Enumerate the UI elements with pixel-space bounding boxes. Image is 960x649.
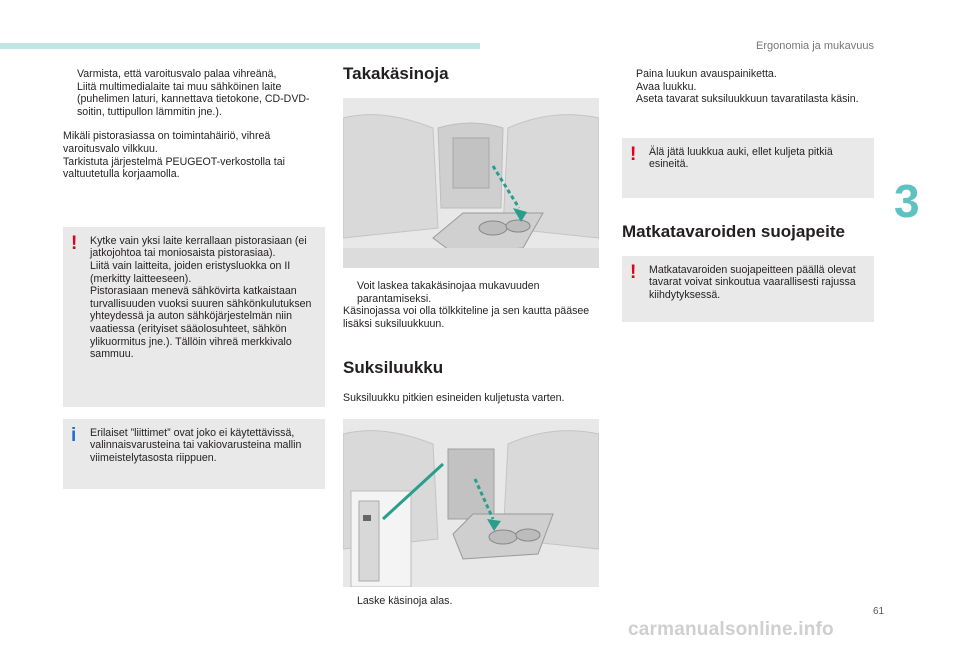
bullet-icon [343,280,357,305]
list-item-text: Laske käsinoja alas. [357,594,453,607]
list-item [343,595,599,608]
bullet-icon [343,595,357,608]
list-item [622,68,874,81]
list-item-text: Aseta tavarat suksiluukkuun tavaratilasta käsin. [636,93,859,106]
warning-icon: ! [630,143,637,165]
heading-luggage-cover: Matkatavaroiden suojapeite [622,221,845,241]
paragraph: Käsinojassa voi olla tölkkiteline ja sen kautta pääsee lisäksi suksiluukkuun. [343,305,590,330]
page-number: 61 [873,606,885,617]
list-item [343,280,599,305]
warning-box [622,138,874,198]
header-accent-bar [0,43,480,49]
column-middle [343,64,599,608]
paragraph: Mikäli pistorasiassa on toimintahäiriö, vihreä varoitusvalo vilkkuu. Tarkistuta järjestelmä PEUGEOT-verkostolla tai valtuutetulla korjaamolla. [63,130,285,181]
warning-icon: ! [630,261,637,283]
section-title: Ergonomia ja mukavuus [755,40,874,52]
list-item [622,93,874,106]
list-item [63,68,325,81]
armrest-image [343,98,599,268]
list-item-text: Voit laskea takakäsinojaa mukavuuden parantamiseksi. [357,280,540,305]
bullet-list [63,68,325,118]
list-item-text: Varmista, että varoitusvalo palaa vihreänä, [77,68,277,80]
info-icon: i [71,424,77,446]
watermark: carmanualsonline.info [628,619,834,640]
list-item-text: Liitä multimedialaite tai muu sähköinen laite (puhelimen laturi, kannettava tietokone, CD-DVD-soitin, tuttipullon lämmitin jne.). [77,80,310,118]
bullet-list [622,68,874,106]
ski-hatch-image [343,419,599,587]
info-text: Erilaiset ”liittimet” ovat joko ei käytettävissä, valinnaisvarusteina tai vakiovarusteina mallin viimeistelytasosta riippuen. [90,426,302,464]
bullet-icon [63,68,77,81]
heading-armrest: Takakäsinoja [343,64,449,83]
ski-hatch-illustration [343,419,599,587]
warning-text: Kytke vain yksi laite kerrallaan pistorasiaan (ei jatkojohtoa tai moniosaista pistorasiaa). Liitä vain laitteita, joiden eristysluokka on II (merkitty laitteeseen). Pistorasiaan menevä sähkövirta katkaistaan turvallisuuden vuoksi suuren sähkönkulutuksen yhteydessä ja auton sähköjärjestelmän niin vaatiessa (erityiset sääolosuhteet, sähkön ylikuormitus jne.). Tällöin vihreä merkkivalo sammuu. [90,234,312,361]
bullet-icon [622,93,636,106]
column-right [622,68,874,330]
warning-text: Älä jätä luukkua auki, ellet kuljeta pitkiä esineitä. [649,145,833,171]
warning-text: Matkatavaroiden suojapeitteen päällä olevat tavarat voivat sinkoutua vaarallisesti rajussa kiihdytyksessä. [649,263,856,301]
bullet-icon [622,68,636,81]
bullet-icon [63,81,77,119]
heading-ski-hatch: Suksiluukku [343,358,444,378]
list-item-text: Avaa luukku. [636,80,697,93]
column-left [63,68,325,497]
warning-box [63,227,325,407]
list-item [622,81,874,94]
warning-box [622,256,874,322]
info-box [63,419,325,489]
chapter-number: 3 [894,175,920,227]
list-item-text: Paina luukun avauspainiketta. [636,68,777,80]
warning-icon: ! [71,232,78,254]
armrest-illustration [343,98,599,268]
paragraph: Suksiluukku pitkien esineiden kuljetusta varten. [343,392,565,405]
bullet-icon [622,81,636,94]
list-item [63,81,325,119]
